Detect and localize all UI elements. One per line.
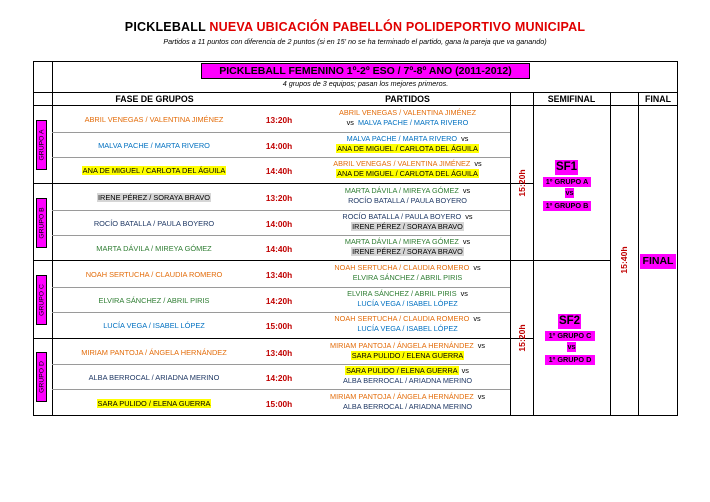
match-time: 14:20h (265, 296, 293, 306)
header-fase: FASE DE GRUPOS (115, 94, 194, 104)
col-divider-4 (638, 92, 639, 416)
group-separator-cd (33, 338, 533, 339)
match-time: 14:40h (265, 166, 293, 176)
semifinal-time-1: 15:20h (517, 169, 527, 197)
team-name: LUCÍA VEGA / ISABEL LÓPEZ (103, 321, 205, 330)
match-cell: ABRIL VENEGAS / VALENTINA JIMÉNEZ vs ANA DE MIGUEL / CARLOTA DEL ÁGUILA (333, 159, 482, 178)
group-label-a: GRUPO A (36, 120, 47, 170)
group-label-d: GRUPO D (36, 352, 47, 402)
row-separator (52, 132, 510, 133)
table-border-bottom (33, 415, 678, 416)
row-separator (52, 157, 510, 158)
team-name: ALBA BERROCAL / ARIADNA MERINO (88, 373, 220, 382)
final-label: FINAL (640, 254, 676, 269)
table-divider-groups (52, 61, 53, 416)
final-time: 15:40h (619, 246, 629, 274)
match-cell: MIRIAM PANTOJA / ÁNGELA HERNÁNDEZ vs SARA PULIDO / ELENA GUERRA (330, 341, 485, 360)
team-name: ANA DE MIGUEL / CARLOTA DEL ÁGUILA (82, 166, 226, 175)
group-label-b: GRUPO B (36, 198, 47, 248)
match-time: 13:20h (265, 193, 293, 203)
page-title: PICKLEBALL NUEVA UBICACIÓN PABELLÓN POLIDEPORTIVO MUNICIPAL (124, 20, 586, 34)
header-partidos: PARTIDOS (385, 94, 430, 104)
header-final: FINAL (645, 94, 671, 104)
page-subtitle: Partidos a 11 puntos con diferencia de 2 puntos (si en 15' no se ha terminado el partido, gana la pareja que va ganando) (163, 37, 547, 46)
row-separator (52, 312, 510, 313)
row-separator (52, 389, 510, 390)
match-time: 13:20h (265, 115, 293, 125)
team-name: MARTA DÁVILA / MIREYA GÓMEZ (96, 244, 212, 253)
match-cell: ABRIL VENEGAS / VALENTINA JIMÉNEZ vs MALVA PACHE / MARTA RIVERO (338, 108, 477, 127)
match-time: 14:20h (265, 373, 293, 383)
match-cell: SARA PULIDO / ELENA GUERRA vs ALBA BERROCAL / ARIADNA MERINO (342, 366, 473, 385)
sf1-team-a: 1º GRUPO A (543, 177, 591, 187)
match-cell: NOAH SERTUCHA / CLAUDIA ROMERO vs LUCÍA VEGA / ISABEL LÓPEZ (334, 314, 481, 333)
col-divider-2 (533, 92, 534, 416)
sf2-team-b: 1º GRUPO D (545, 355, 595, 365)
header-top-line (33, 92, 678, 93)
match-time: 15:00h (265, 399, 293, 409)
team-name: ABRIL VENEGAS / VALENTINA JIMÉNEZ (84, 115, 224, 124)
header-bottom-line (33, 105, 678, 106)
match-time: 14:40h (265, 244, 293, 254)
team-name: ROCÍO BATALLA / PAULA BOYERO (93, 219, 215, 228)
match-time: 14:00h (265, 141, 293, 151)
sf1-vs: vs (565, 188, 574, 197)
match-time: 15:00h (265, 321, 293, 331)
team-name: ELVIRA SÁNCHEZ / ABRIL PIRIS (98, 296, 210, 305)
col-divider-3 (610, 92, 611, 416)
row-separator (52, 210, 510, 211)
team-name: MIRIAM PANTOJA / ÁNGELA HERNÁNDEZ (81, 348, 227, 357)
category-title: PICKLEBALL FEMENINO 1º-2º ESO / 7º-8º ANO (2011-2012) (201, 63, 530, 79)
match-cell: MALVA PACHE / MARTA RIVERO vs ANA DE MIGUEL / CARLOTA DEL ÁGUILA (337, 134, 478, 153)
group-separator-bc (33, 260, 611, 261)
semifinal-time-2: 15:20h (517, 324, 527, 352)
team-name: NOAH SERTUCHA / CLAUDIA ROMERO (85, 270, 223, 279)
team-name: SARA PULIDO / ELENA GUERRA (97, 399, 211, 408)
match-time: 14:00h (265, 219, 293, 229)
match-cell: ELVIRA SÁNCHEZ / ABRIL PIRIS vs LUCÍA VEGA / ISABEL LÓPEZ (347, 289, 468, 308)
match-cell: NOAH SERTUCHA / CLAUDIA ROMERO vs ELVIRA SÁNCHEZ / ABRIL PIRIS (334, 263, 481, 282)
match-time: 13:40h (265, 270, 293, 280)
sf1-team-b: 1º GRUPO B (543, 201, 591, 211)
header-semifinal: SEMIFINAL (547, 94, 596, 104)
row-separator (52, 287, 510, 288)
match-time: 13:40h (265, 348, 293, 358)
match-cell: MARTA DÁVILA / MIREYA GÓMEZ vs IRENE PÉREZ / SORAYA BRAVO (344, 237, 471, 256)
team-name: MALVA PACHE / MARTA RIVERO (98, 141, 210, 150)
row-separator (52, 235, 510, 236)
team-name: IRENE PÉREZ / SORAYA BRAVO (97, 193, 211, 202)
group-label-c: GRUPO C (36, 275, 47, 325)
match-cell: ROCÍO BATALLA / PAULA BOYERO vs IRENE PÉREZ / SORAYA BRAVO (342, 212, 473, 231)
table-border-top (33, 61, 678, 62)
table-border-right (677, 61, 678, 416)
sf2-vs: vs (567, 342, 576, 351)
match-cell: MARTA DÁVILA / MIREYA GÓMEZ vs ROCÍO BATALLA / PAULA BOYERO (344, 186, 471, 205)
match-cell: MIRIAM PANTOJA / ÁNGELA HERNÁNDEZ vs ALBA BERROCAL / ARIADNA MERINO (330, 392, 485, 411)
sf1-label: SF1 (555, 161, 578, 173)
row-separator (52, 364, 510, 365)
category-subtitle: 4 grupos de 3 equipos; pasan los mejores primeros. (282, 79, 449, 88)
sf2-team-a: 1º GRUPO C (545, 331, 595, 341)
sf2-label: SF2 (558, 315, 581, 327)
group-separator-ab (33, 183, 533, 184)
table-border-left (33, 61, 34, 416)
